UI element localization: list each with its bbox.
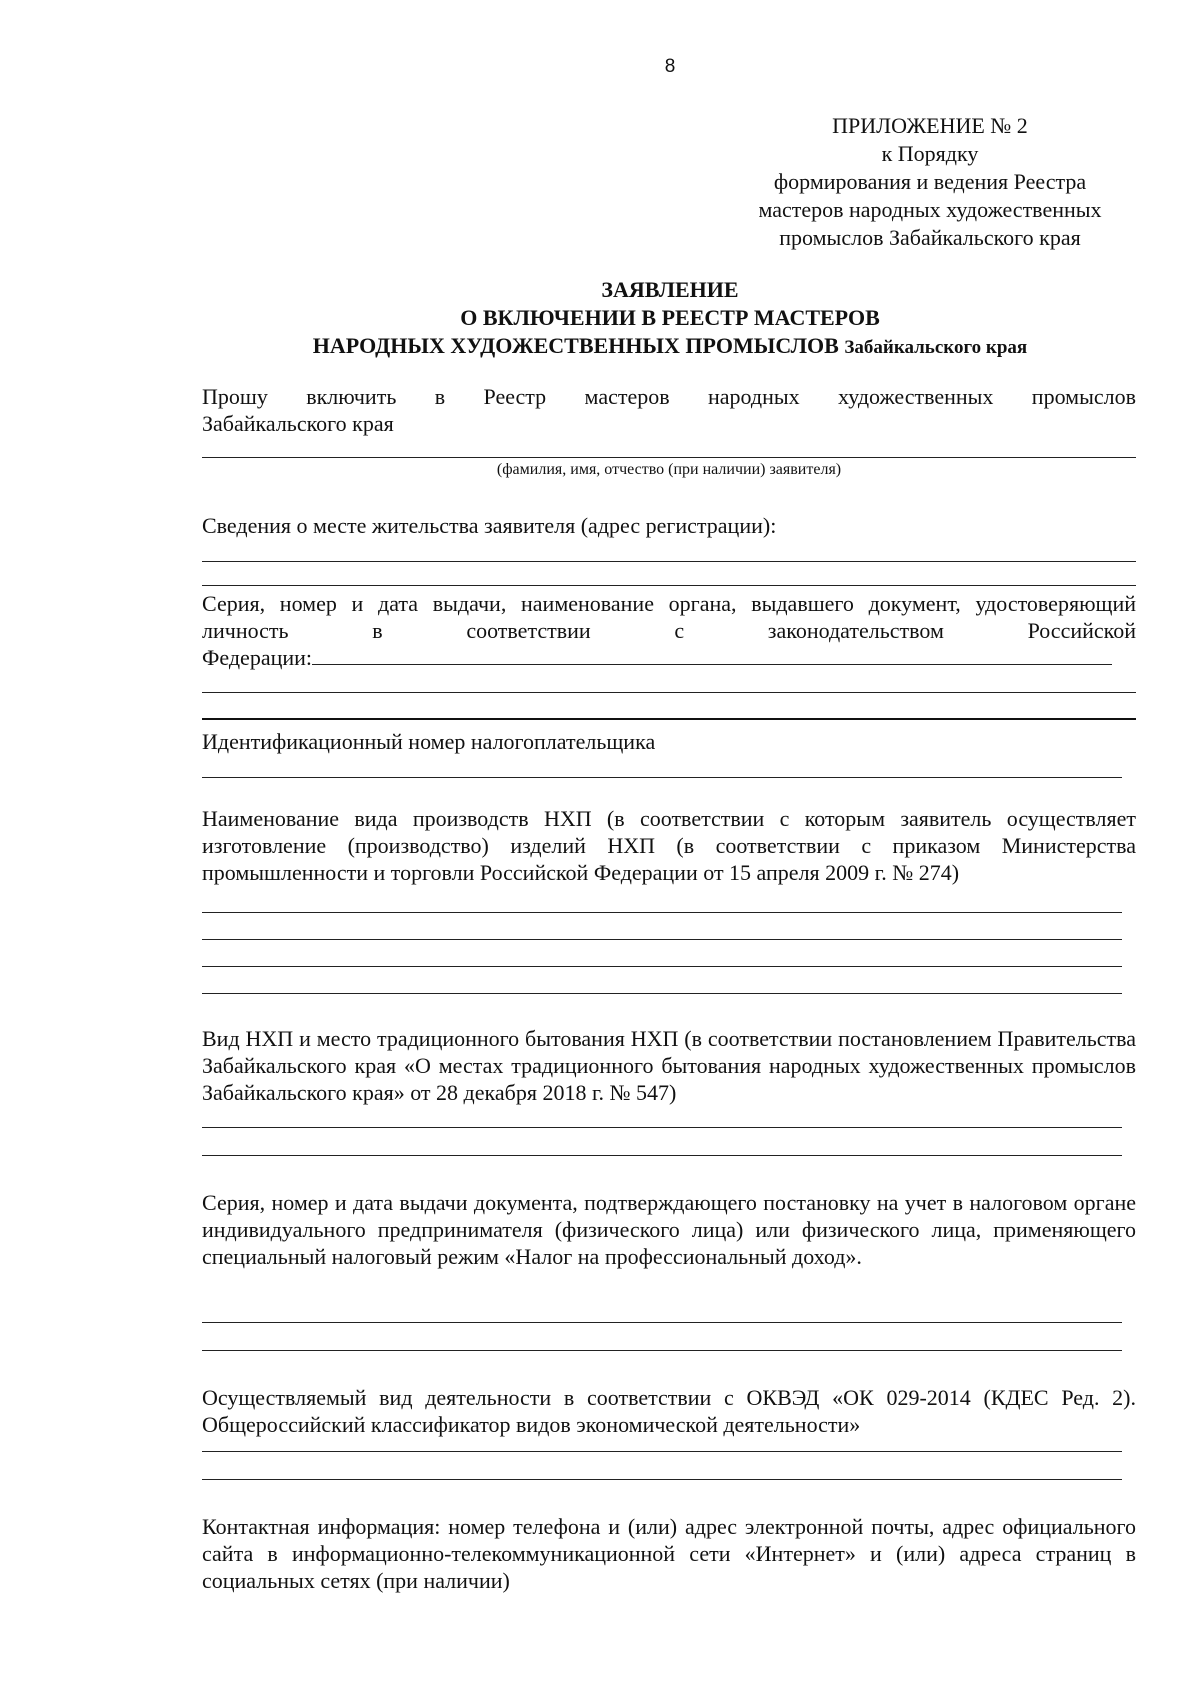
inn-label: Идентификационный номер налогоплательщика [202,729,656,754]
appendix-line: мастеров народных художественных [758,197,1102,222]
applicant-name-caption: (фамилия, имя, отчество (при наличии) заявителя) [496,461,842,478]
appendix-line: промыслов Забайкальского края [779,225,1081,250]
production-type-field-line3[interactable] [202,966,1122,967]
tax-registration-label: Серия, номер и дата выдачи документа, подтверждающего постановку на учет в налоговом органе индивидуального предпринимателя (физического лица) или физического лица, применяющего специальный налоговый режим «Налог на профессиональный доход». [202,1190,1136,1269]
production-type-label: Наименование вида производств НХП (в соответствии с которым заявитель осуществляет изготовление (производство) изделий НХП (в соответствии с приказом Министерства промышленности и торговли Российской Федерации от 15 апреля 2009 г. № 274) [202,806,1136,885]
craft-place-field-line2[interactable] [202,1155,1122,1156]
tax-registration-field-line2[interactable] [202,1350,1122,1351]
title-line [200,332,1140,362]
contacts-label: Контактная информация: номер телефона и (или) адрес электронной почты, адрес официального сайта в информационно-телекоммуникационной сети «Интернет» и (или) адреса страниц в социальных сетях (при наличии) [202,1514,1136,1593]
title-line: О ВКЛЮЧЕНИИ В РЕЕСТР МАСТЕРОВ [460,305,880,330]
okved-field-line1[interactable] [202,1451,1122,1452]
okved-field-line2[interactable] [202,1479,1122,1480]
title-tail: Забайкальского края [844,337,1028,358]
production-type-field-line2[interactable] [202,939,1122,940]
residence-label: Сведения о месте жительства заявителя (адрес регистрации): [202,513,777,538]
identity-doc-line3 [202,644,1136,671]
okved-label: Осуществляемый вид деятельности в соответствии с ОКВЭД «ОК 029-2014 (КДЕС Ред. 2). Общероссийский классификатор видов экономической деятельности» [202,1385,1136,1437]
page-number: 8 [664,56,676,77]
residence-field-line2[interactable] [202,585,1136,586]
residence-field-line1[interactable] [202,561,1136,562]
appendix-header [720,112,1140,252]
identity-doc-field[interactable] [312,644,1112,665]
title-main: НАРОДНЫХ ХУДОЖЕСТВЕННЫХ ПРОМЫСЛОВ [312,333,839,358]
identity-doc-field-line2[interactable] [202,692,1136,693]
production-type-field-line1[interactable] [202,912,1122,913]
production-type-field-line4[interactable] [202,993,1122,994]
title-line: ЗАЯВЛЕНИЕ [601,277,739,302]
document-title [200,276,1140,362]
appendix-line: ПРИЛОЖЕНИЕ № 2 [832,113,1028,138]
inn-field[interactable] [202,777,1122,778]
identity-doc-label: Федерации: [202,645,313,670]
identity-doc-field-line3[interactable] [202,718,1136,720]
tax-registration-field-line1[interactable] [202,1322,1122,1323]
appendix-line: к Порядку [881,141,979,166]
identity-doc-line2: личность в соответствии с законодательством Российской [202,618,1136,643]
request-text-line2: Забайкальского края [202,411,394,436]
craft-place-field-line1[interactable] [202,1127,1122,1128]
appendix-line: формирования и ведения Реестра [773,169,1087,194]
identity-doc-line1: Серия, номер и дата выдачи, наименование органа, выдавшего документ, удостоверяющий [202,591,1136,616]
applicant-name-field[interactable] [202,457,1136,458]
craft-place-label: Вид НХП и место традиционного бытования НХП (в соответствии постановлением Правительства Забайкальского края «О местах традиционного бытования народных художественных промыслов Забайкальского края» от 28 декабря 2018 г. № 547) [202,1026,1136,1105]
request-text-line1: Прошу включить в Реестр мастеров народных художественных промыслов [202,384,1136,409]
